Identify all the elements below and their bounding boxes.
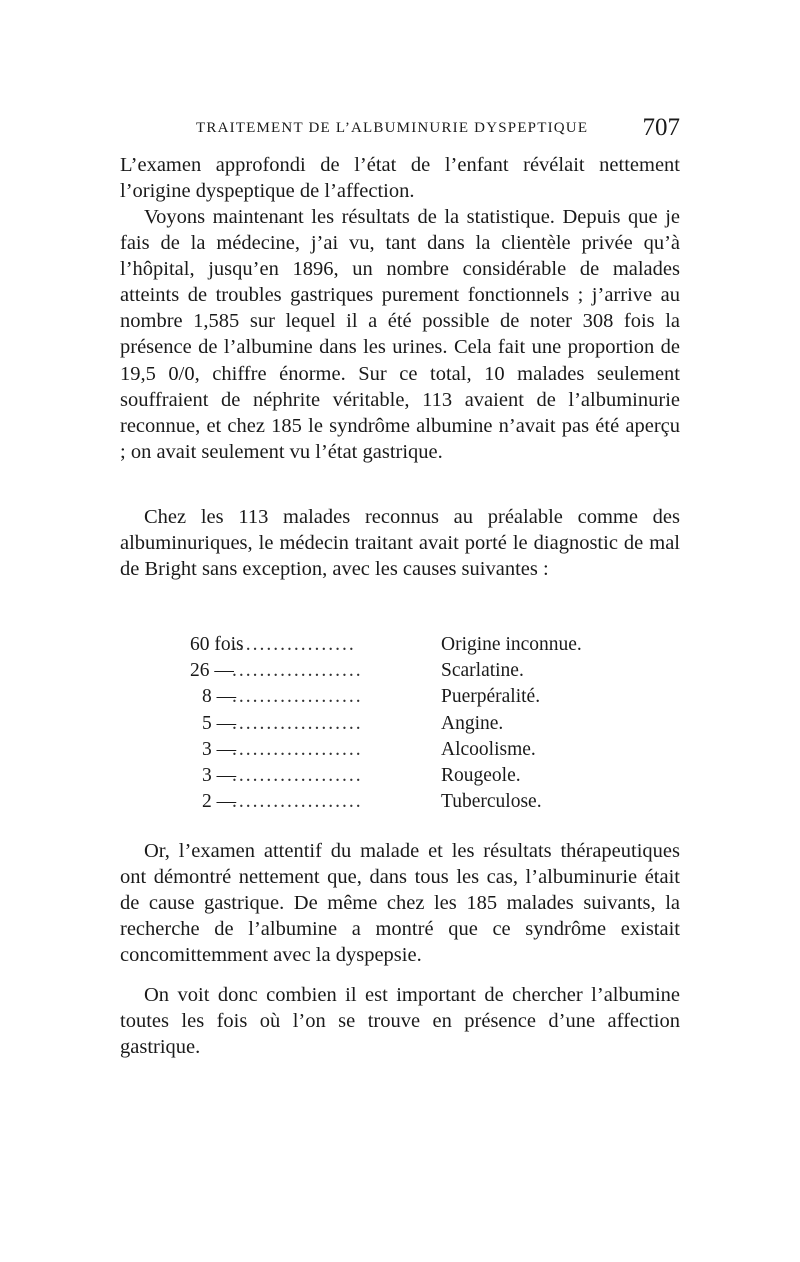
cause-name: Angine. <box>441 712 504 734</box>
cause-count: 5 — <box>202 712 237 734</box>
cause-name: Origine inconnue. <box>441 634 582 655</box>
cause-row <box>190 789 630 815</box>
cause-count: 2 — <box>202 791 237 813</box>
cause-row <box>190 658 630 684</box>
dot-leader: ................... <box>232 712 363 734</box>
cause-count: 8 — <box>202 686 237 708</box>
causes-list <box>190 632 630 815</box>
cause-count: 26 — <box>190 660 234 682</box>
cause-row <box>190 737 630 763</box>
paragraph-text: Chez les 113 malades reconnus au préalable comme des albuminuriques, le médecin traitant avait porté le diagnostic de mal de Bright sans exception, avec les causes suivantes : <box>120 506 680 581</box>
cause-row <box>190 632 630 658</box>
cause-name: Alcoolisme. <box>441 738 536 760</box>
paragraph-text: On voit donc combien il est important de chercher l’albumine toutes les fois où l’on se trouve en présence d’une affection gastrique. <box>120 984 680 1059</box>
cause-row <box>190 763 630 789</box>
paragraph-4 <box>120 838 680 968</box>
dot-leader: ................... <box>232 660 363 682</box>
page-header <box>120 114 680 148</box>
paragraph-text: Voyons maintenant les résultats de la statistique. Depuis que je fais de la médecine, j’ai vu, tant dans la clientèle privée qu’à l’hôpital, jusqu’en 1896, un nombre considérable de malades atteints de troubles gastriques purement fonctionnels ; j’arrive au nombre 1,585 sur lequel il a été possible de noter 308 fois la présence de l’albumine dans les urines. Cela fait une proportion de 19,5 0/0, chiffre énorme. Sur ce total, 10 malades seulement souffraient de néphrite véritable, 113 avaient de l’albuminurie reconnue, et chez 185 le syndrôme albumine n’avait pas été aperçu ; on avait seulement vu l’état gastrique. <box>120 206 680 463</box>
dot-leader: .................. <box>232 634 356 655</box>
paragraph-3 <box>120 504 680 582</box>
cause-name: Puerpéralité. <box>441 686 541 708</box>
paragraph-text: Or, l’examen attentif du malade et les résultats thérapeutiques ont démontré nettement que, dans tous les cas, l’albuminurie était de cause gastrique. De même chez les 185 malades suivants, la recherche de l’albumine a montré que ce syndrôme existait concomittemment avec la dyspepsie. <box>120 840 680 967</box>
cause-name: Scarlatine. <box>441 660 524 682</box>
cause-name: Tuberculose. <box>441 791 542 813</box>
dot-leader: ................... <box>232 738 363 760</box>
cause-count: 3 — <box>202 738 237 760</box>
cause-count: 3 — <box>202 764 237 786</box>
cause-row <box>190 711 630 737</box>
paragraph-text: L’examen approfondi de l’état de l’enfant révélait nettement l’origine dyspeptique de l’affection. <box>120 154 680 203</box>
dot-leader: ................... <box>232 686 363 708</box>
dot-leader: ................... <box>232 764 363 786</box>
paragraph-2 <box>120 204 680 465</box>
dot-leader: ................... <box>232 791 363 813</box>
cause-count: 60 fois <box>190 634 244 655</box>
cause-row <box>190 684 630 710</box>
cause-name: Rougeole. <box>441 764 521 786</box>
paragraph-5 <box>120 982 680 1060</box>
paragraph-1 <box>120 152 680 204</box>
running-title: TRAITEMENT DE L’ALBUMINURIE DYSPEPTIQUE <box>196 120 589 136</box>
page-number: 707 <box>642 114 680 141</box>
